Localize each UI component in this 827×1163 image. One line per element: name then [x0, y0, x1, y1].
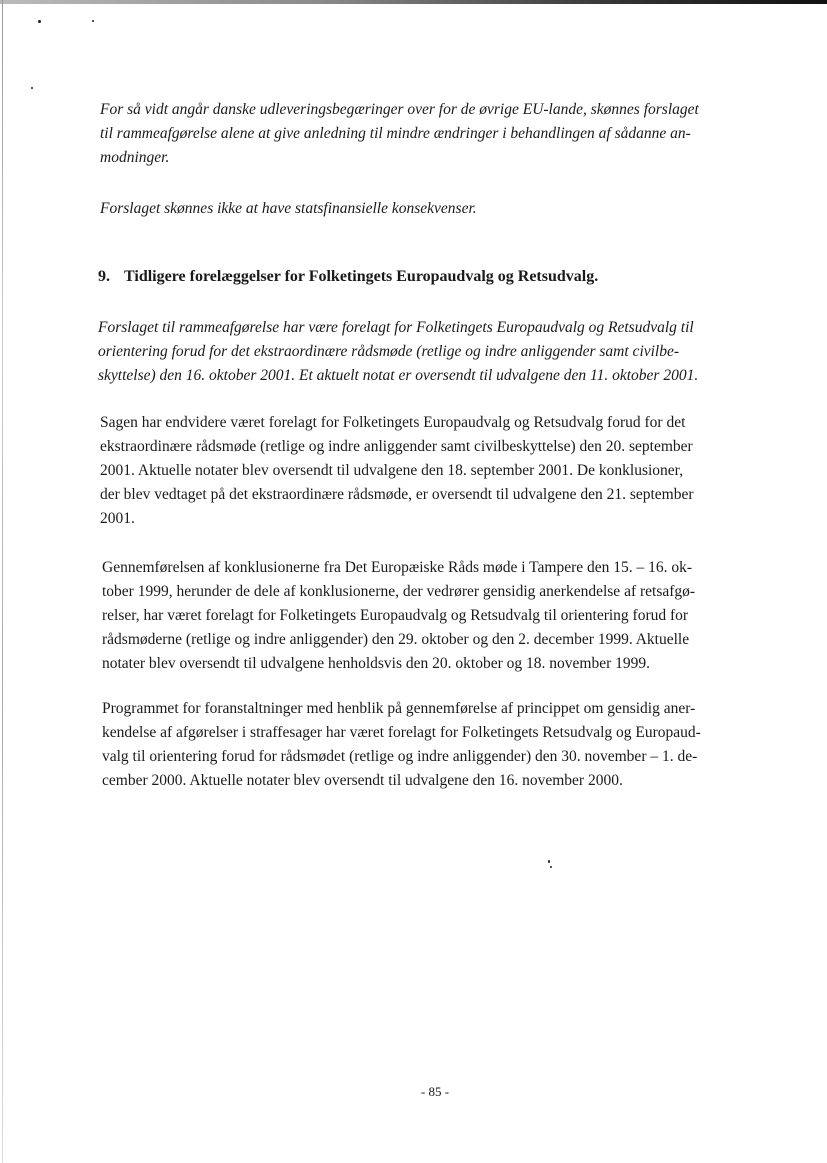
text-line: 2001. [100, 510, 135, 527]
text-line: rådsmøderne (retlige og indre anliggender) den 29. oktober og den 2. december 1999. Aktuelle [102, 631, 690, 648]
scan-edge-top [0, 0, 827, 4]
section-heading [98, 268, 598, 286]
text-line: For så vidt angår danske udleveringsbegæringer over for de øvrige EU-lande, skønnes forslaget [100, 101, 699, 118]
text-line: relser, har været forelagt for Folketingets Europaudvalg og Retsudvalg til orientering forud for [102, 607, 689, 624]
scan-edge-left [2, 0, 3, 1163]
scan-speck [38, 20, 41, 23]
paragraph-proposal-presented [98, 316, 698, 388]
text-line: kendelse af afgørelser i straffesager har været forelagt for Folketingets Retsudvalg og Europaud- [102, 724, 701, 741]
text-line: til rammeafgørelse alene at give anledning til mindre ændringer i behandlingen af sådanne an- [100, 125, 691, 142]
text-line: Forslaget skønnes ikke at have statsfinansielle konsekvenser. [100, 200, 477, 217]
page-number: - 85 - [420, 1084, 450, 1099]
section-number: 9. [98, 268, 110, 285]
text-line: cember 2000. Aktuelle notater blev oversendt til udvalgene den 16. november 2000. [102, 772, 623, 789]
text-line: notater blev oversendt til udvalgene henholdsvis den 20. oktober og 18. november 1999. [102, 655, 650, 672]
text-line: orientering forud for det ekstraordinære rådsmøde (retlige og indre anliggender samt civilbe- [98, 343, 680, 360]
section-title: Tidligere forelæggelser for Folketingets Europaudvalg og Retsudvalg. [124, 268, 599, 285]
text-line: Forslaget til rammeafgørelse har være forelagt for Folketingets Europaudvalg og Retsudvalg til [98, 319, 694, 336]
paragraph-extradition-requests [100, 98, 699, 170]
scan-speck [550, 866, 552, 868]
scan-speck [92, 20, 94, 22]
text-line: der blev vedtaget på det ekstraordinære rådsmøde, er oversendt til udvalgene den 21. september [100, 486, 694, 503]
text-line: modninger. [100, 149, 170, 166]
paragraph-case-presented [100, 411, 694, 531]
paragraph-financial-consequences [100, 197, 477, 221]
text-line: ekstraordinære rådsmøde (retlige og indre anliggender samt civilbeskyttelse) den 20. september [100, 438, 693, 455]
text-line: Gennemførelsen af konklusionerne fra Det Europæiske Råds møde i Tampere den 15. – 16. ok- [102, 559, 693, 576]
text-line: skyttelse) den 16. oktober 2001. Et aktuelt notat er oversendt til udvalgene den 11. oktober 2001. [98, 367, 699, 384]
text-line: Programmet for foranstaltninger med henblik på gennemførelse af princippet om gensidig aner- [102, 700, 696, 717]
paragraph-tampere-conclusions [102, 556, 695, 676]
text-line: Sagen har endvidere været forelagt for Folketingets Europaudvalg og Retsudvalg forud for det [100, 414, 686, 431]
scan-speck [548, 860, 550, 863]
text-line: 2001. Aktuelle notater blev oversendt til udvalgene den 18. september 2001. De konklusioner, [100, 462, 684, 479]
paragraph-mutual-recognition-programme [102, 697, 701, 793]
text-line: tober 1999, herunder de dele af konklusionerne, der vedrører gensidig anerkendelse af retsafgø- [102, 583, 696, 600]
text-line: valg til orientering forud for rådsmødet (retlige og indre anliggender) den 30. november – 1. de- [102, 748, 698, 765]
scan-speck [31, 87, 33, 89]
